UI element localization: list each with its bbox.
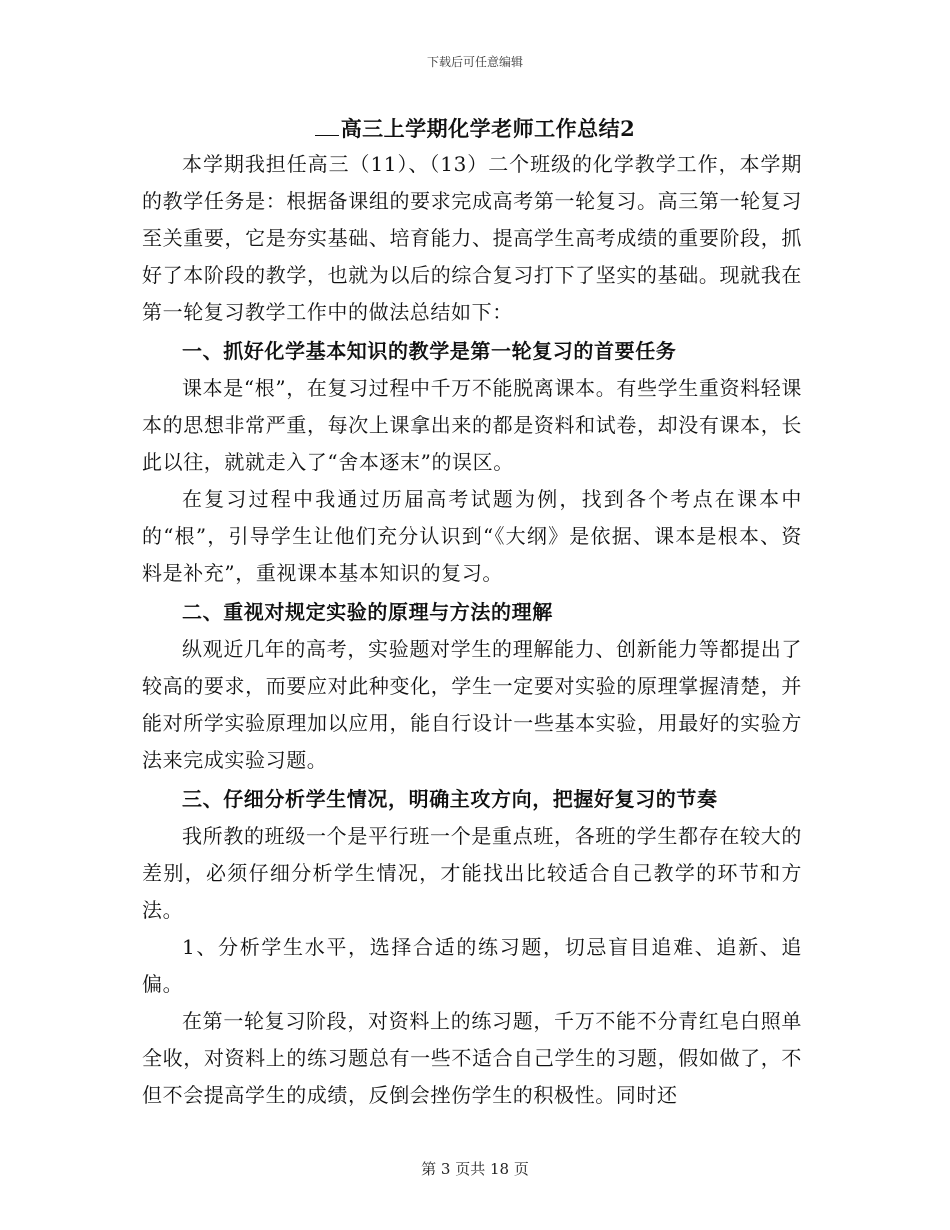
document-body [142, 146, 802, 1114]
page-header-note: 下载后可任意编辑 [426, 55, 523, 69]
document-title [0, 113, 950, 143]
paragraph: 课本是“根”，在复习过程中千万不能脱离课本。有些学生重资料轻课本的思想非常严重，每次上课拿出来的都是资料和试卷，却没有课本，长此以往，就就走入了“舍本逐末”的误区。 [142, 376, 802, 474]
paragraph: 我所教的班级一个是平行班一个是重点班，各班的学生都存在较大的差别，必须仔细分析学生情况，才能找出比较适合自己教学的环节和方法。 [142, 824, 802, 922]
paragraph: 1、分析学生水平，选择合适的练习题，切忌盲目追难、追新、追偏。 [142, 935, 802, 996]
section-heading: 二、重视对规定实验的原理与方法的理解 [182, 600, 553, 624]
paragraph: 纵观近几年的高考，实验题对学生的理解能力、创新能力等都提出了较高的要求，而要应对此种变化，学生一定要对实验的原理掌握清楚，并能对所学实验原理加以应用，能自行设计一些基本实验，用最好的实验方法来完成实验习题。 [142, 637, 802, 772]
title-text: 高三上学期化学老师工作总结2 [340, 116, 636, 141]
paragraph: 在第一轮复习阶段，对资料上的练习题，千万不能不分青红皂白照单全收，对资料上的练习题总有一些不适合自己学生的习题，假如做了，不但不会提高学生的成绩，反倒会挫伤学生的积极性。同时还 [142, 1009, 802, 1107]
paragraph: 在复习过程中我通过历届高考试题为例，找到各个考点在课本中的“根”，引导学生让他们充分认识到“《大纲》是依据、课本是根本、资料是补充”，重视课本基本知识的复习。 [142, 487, 802, 585]
paragraph: 本学期我担任高三（11）、（13）二个班级的化学教学工作，本学期的教学任务是：根据备课组的要求完成高考第一轮复习。高三第一轮复习至关重要，它是夯实基础、培育能力、提高学生高考成绩的重要阶段，抓好了本阶段的教学，也就为以后的综合复习打下了坚实的基础。现就我在第一轮复习教学工作中的做法总结如下： [142, 152, 802, 324]
section-heading: 三、仔细分析学生情况，明确主攻方向，把握好复习的节奏 [182, 787, 718, 811]
title-blank-underline [315, 117, 339, 136]
section-heading: 一、抓好化学基本知识的教学是第一轮复习的首要任务 [182, 339, 677, 363]
page-footer-page-number: 第 3 页共 18 页 [421, 1160, 529, 1178]
